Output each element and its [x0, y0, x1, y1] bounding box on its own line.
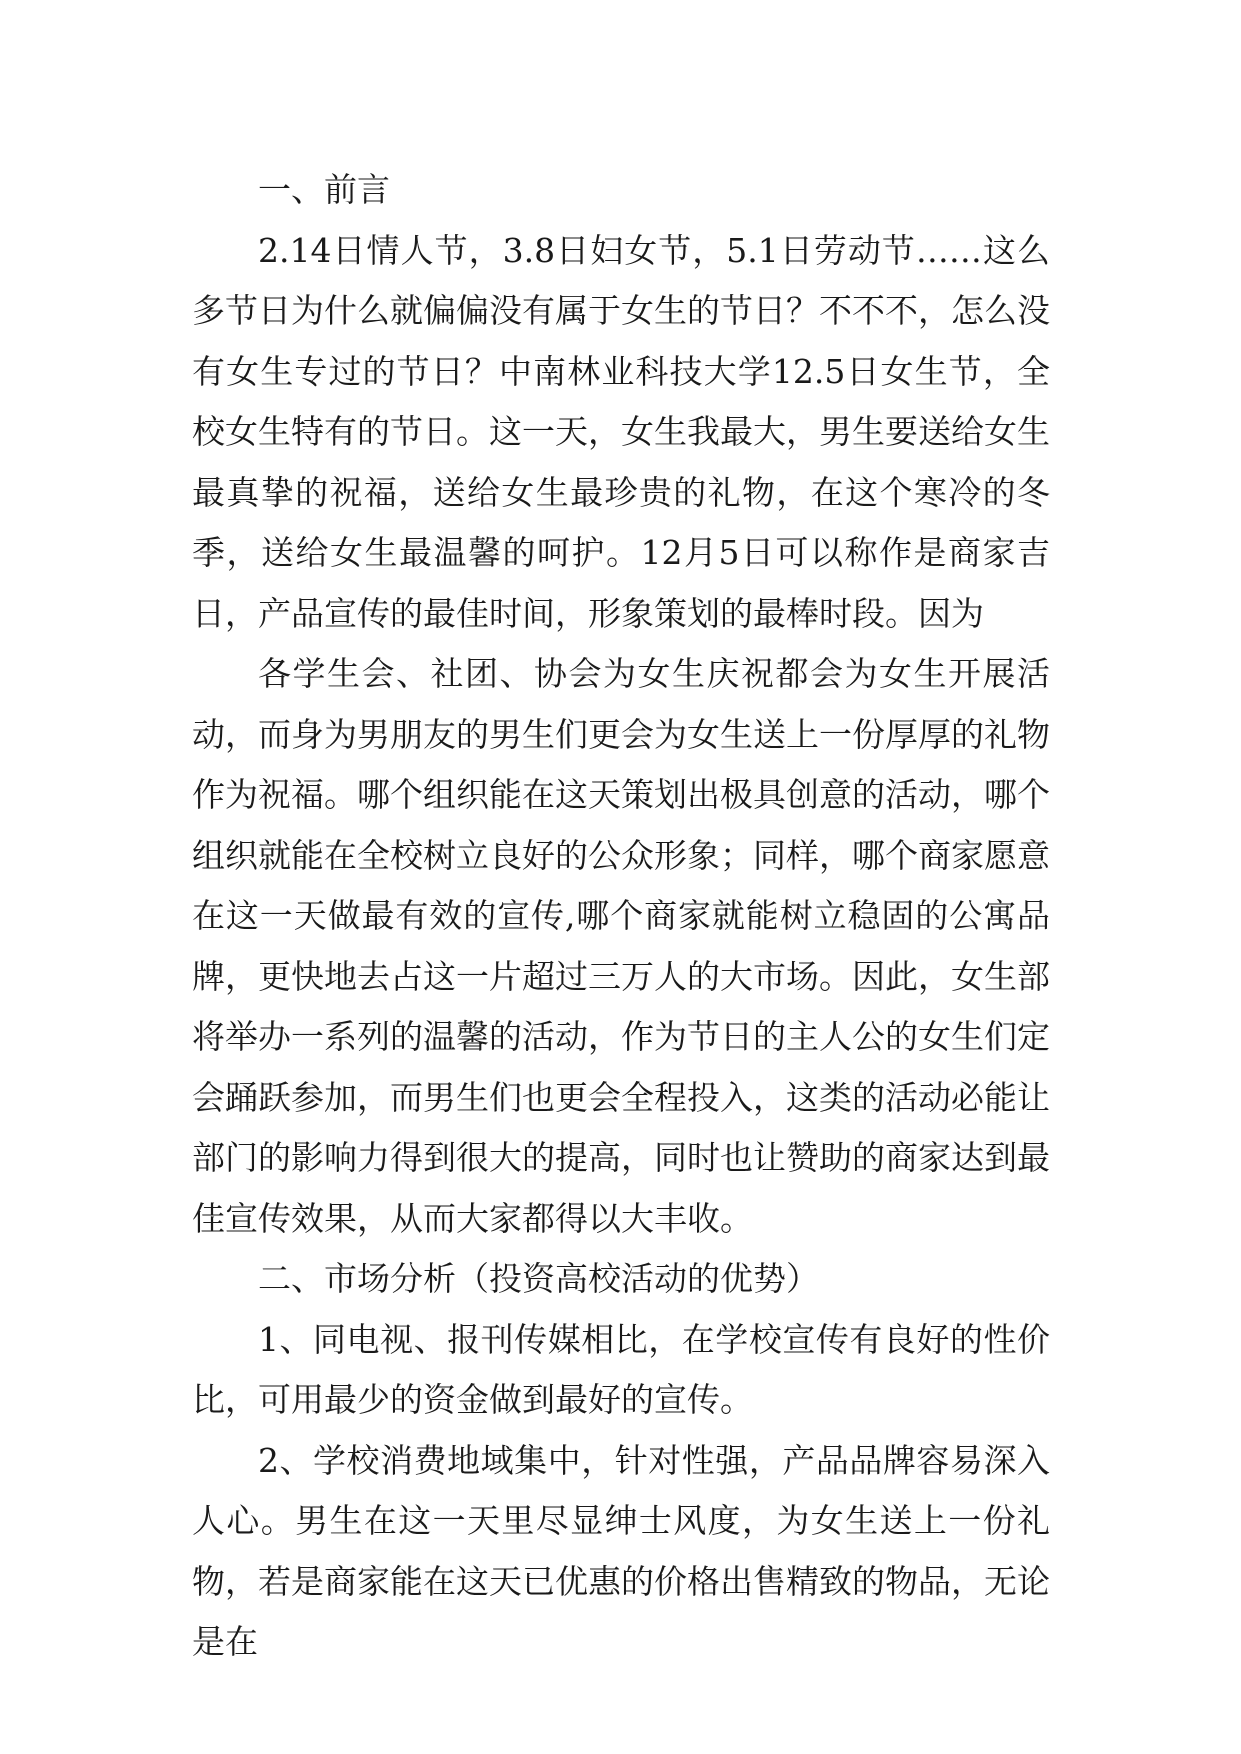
document-body [192, 160, 1050, 1673]
heading-preface: 一、前言 [258, 170, 390, 209]
paragraph-point-2: 2、学校消费地域集中，针对性强，产品品牌容易深入人心。男生在这一天里尽显绅士风度，为女生送上一份礼物，若是商家能在这天已优惠的价格出售精致的物品，无论是在 [192, 1440, 1050, 1661]
paragraph-intro: 2.14日情人节，3.8日妇女节，5.1日劳动节……这么多节日为什么就偏偏没有属于女生的节日？不不不，怎么没有女生专过的节日？中南林业科技大学12.5日女生节，全校女生特有的节日。这一天，女生我最大，男生要送给女生最真挚的祝福，送给女生最珍贵的礼物，在这个寒冷的冬季，送给女生最温馨的呵护。12月5日可以称作是商家吉日，产品宣传的最佳时间，形象策划的最棒时段。因为 [192, 230, 1050, 633]
paragraph-point-1: 1、同电视、报刊传媒相比，在学校宣传有良好的性价比，可用最少的资金做到最好的宣传。 [192, 1319, 1050, 1419]
heading-market-analysis: 二、市场分析（投资高校活动的优势） [258, 1259, 819, 1298]
paragraph-activities: 各学生会、社团、协会为女生庆祝都会为女生开展活动，而身为男朋友的男生们更会为女生送上一份厚厚的礼物作为祝福。哪个组织能在这天策划出极具创意的活动，哪个组织就能在全校树立良好的公众形象；同样，哪个商家愿意在这一天做最有效的宣传,哪个商家就能树立稳固的公寓品牌，更快地去占这一片超过三万人的大市场。因此，女生部将举办一系列的温馨的活动，作为节日的主人公的女生们定会踊跃参加，而男生们也更会全程投入，这类的活动必能让部门的影响力得到很大的提高，同时也让赞助的商家达到最佳宣传效果，从而大家都得以大丰收。 [192, 654, 1050, 1238]
